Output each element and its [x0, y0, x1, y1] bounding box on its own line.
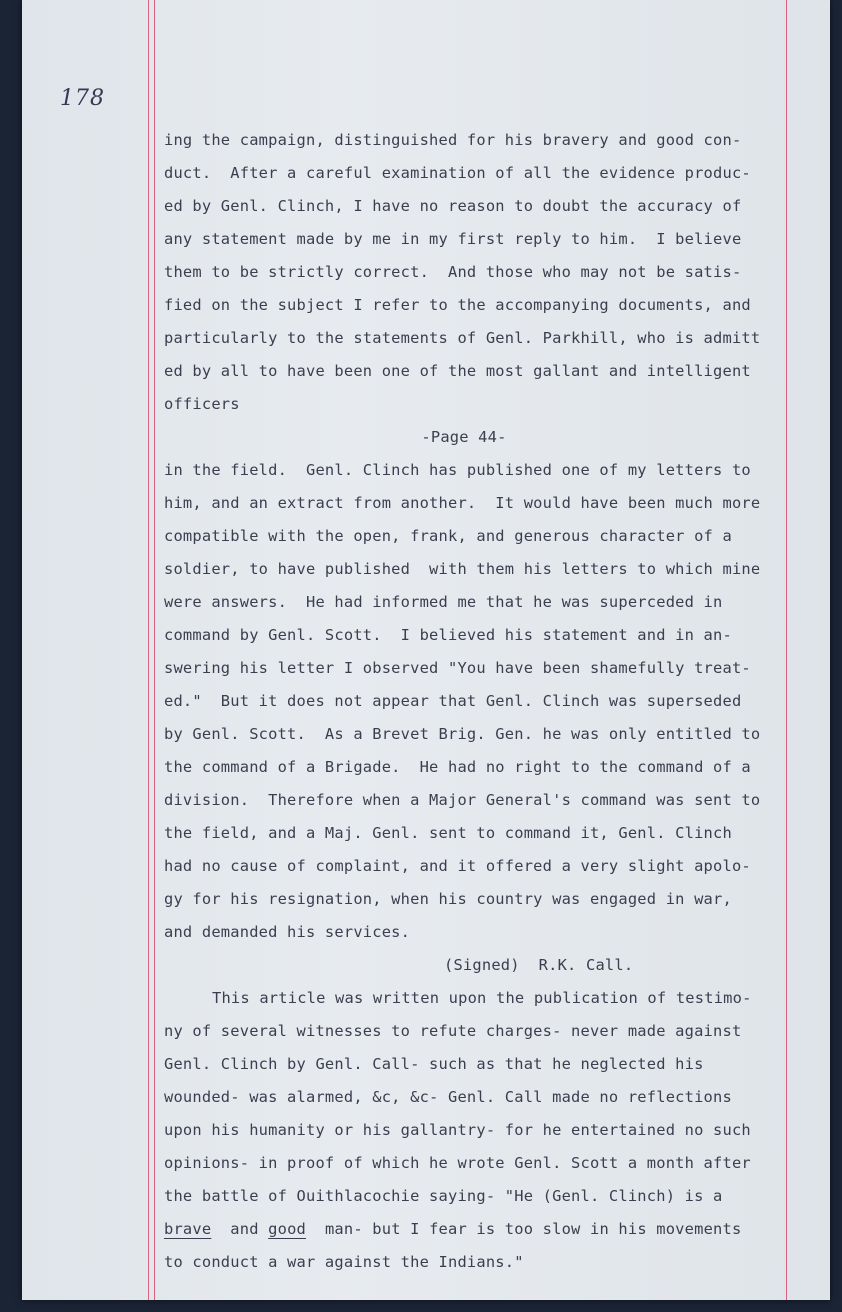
text-line: them to be strictly correct. And those who may not be satis- [164, 263, 742, 281]
text-line: duct. After a careful examination of all the evidence produc- [164, 164, 751, 182]
text-line: ed." But it does not appear that Genl. Clinch was superseded [164, 692, 742, 710]
note-line: wounded- was alarmed, &c, &c- Genl. Call made no reflections [164, 1088, 732, 1106]
text-line: compatible with the open, frank, and generous character of a [164, 527, 732, 545]
note-line: This article was written upon the publication of testimo- [212, 989, 752, 1007]
document-page [22, 0, 830, 1300]
text-line: swering his letter I observed "You have been shamefully treat- [164, 659, 751, 677]
left-margin-rule [148, 0, 149, 1300]
text-line: by Genl. Scott. As a Brevet Brig. Gen. he was only entitled to [164, 725, 761, 743]
text-line: the command of a Brigade. He had no right to the command of a [164, 758, 751, 776]
note-line: the battle of Ouithlacochie saying- "He (Genl. Clinch) is a [164, 1187, 723, 1205]
underlined-word-brave: brave [164, 1220, 212, 1238]
signature-line: (Signed) R.K. Call. [444, 956, 634, 974]
note-line: opinions- in proof of which he wrote Genl. Scott a month after [164, 1154, 751, 1172]
text-line: had no cause of complaint, and it offered a very slight apolo- [164, 857, 751, 875]
text-line: officers [164, 395, 240, 413]
note-line: Genl. Clinch by Genl. Call- such as that he neglected his [164, 1055, 704, 1073]
quote-line [164, 1213, 824, 1246]
text-line: him, and an extract from another. It would have been much more [164, 494, 761, 512]
text-line: ed by all to have been one of the most gallant and intelligent [164, 362, 751, 380]
text-line: particularly to the statements of Genl. Parkhill, who is admitt [164, 329, 761, 347]
text-line: command by Genl. Scott. I believed his statement and in an- [164, 626, 732, 644]
quote-separator: and [211, 1220, 269, 1238]
text-line: the field, and a Maj. Genl. sent to command it, Genl. Clinch [164, 824, 732, 842]
text-line: ing the campaign, distinguished for his bravery and good con- [164, 131, 742, 149]
text-line: division. Therefore when a Major General's command was sent to [164, 791, 761, 809]
typed-text-body [164, 124, 824, 1279]
note-line: ny of several witnesses to refute charges- never made against [164, 1022, 742, 1040]
text-line: any statement made by me in my first reply to him. I believe [164, 230, 742, 248]
page-marker: -Page 44- [421, 428, 507, 446]
text-line: in the field. Genl. Clinch has published one of my letters to [164, 461, 751, 479]
text-line: gy for his resignation, when his country was engaged in war, [164, 890, 732, 908]
underlined-word-good: good [268, 1220, 307, 1238]
text-line: were answers. He had informed me that he was superceded in [164, 593, 723, 611]
text-line: and demanded his services. [164, 923, 411, 941]
left-margin-rule-inner [154, 0, 155, 1300]
text-line: ed by Genl. Clinch, I have no reason to doubt the accuracy of [164, 197, 742, 215]
text-line: soldier, to have published with them his letters to which mine [164, 560, 761, 578]
note-line: upon his humanity or his gallantry- for he entertained no such [164, 1121, 751, 1139]
text-line: fied on the subject I refer to the accompanying documents, and [164, 296, 751, 314]
quote-rest: man- but I fear is too slow in his movements [306, 1220, 742, 1238]
note-line-last: to conduct a war against the Indians." [164, 1253, 524, 1271]
handwritten-page-number: 178 [60, 86, 105, 111]
